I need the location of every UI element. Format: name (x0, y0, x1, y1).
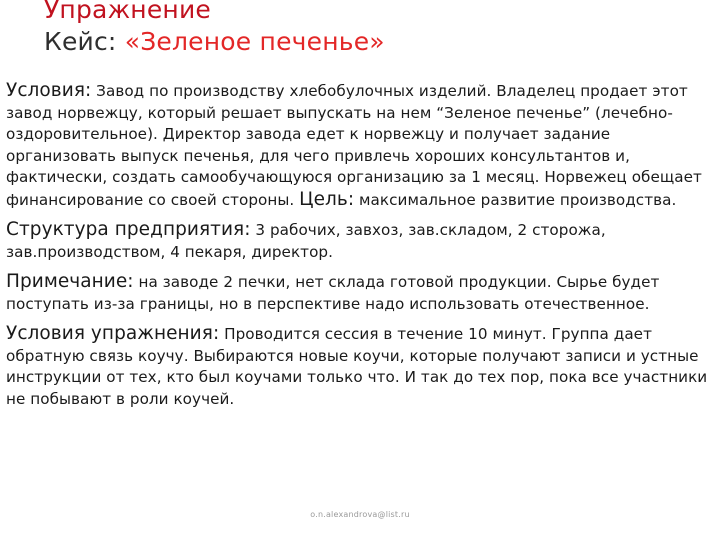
structure-paragraph (6, 219, 712, 263)
conditions-text: Завод по производству хлебобулочных изделий. Владелец продает этот завод норвежцу, который решает выпускать на нем “Зеленое печенье” (лечебно-оздоровительное). Директор завода едет к норвежцу и получает задание организовать выпуск печенья, для чего привлечь хороших консультантов и, фактически, создать самообучающуюся организацию за 1 месяц. Норвежец обещает финансирование со своей стороны. (6, 82, 702, 209)
conditions-heading: Условия: (6, 80, 92, 101)
structure-text: 3 рабочих, завхоз, зав.складом, 2 сторожа, зав.производством, 4 пекаря, директор. (6, 221, 606, 261)
structure-heading: Структура предприятия: (6, 219, 251, 240)
slide-title (44, 0, 385, 58)
slide-content (6, 80, 712, 418)
title-exercise: Упражнение (44, 0, 211, 24)
case-name: «Зеленое печенье» (124, 27, 385, 56)
note-paragraph (6, 271, 712, 315)
goal-heading: Цель: (299, 188, 355, 210)
note-heading: Примечание: (6, 271, 134, 292)
exercise-conditions-paragraph (6, 323, 712, 410)
note-text: на заводе 2 печки, нет склада готовой продукции. Сырье будет поступать из-за границы, но в перспективе надо использовать отечественное. (6, 273, 660, 313)
title-case-line (44, 26, 385, 58)
case-prefix: Кейс: (44, 27, 117, 56)
exercise-conditions-heading: Условия упражнения: (6, 323, 220, 344)
conditions-paragraph (6, 80, 712, 211)
exercise-conditions-text: Проводится сессия в течение 10 минут. Группа дает обратную связь коучу. Выбираются новые коучи, которые получают записи и устные инструкции от тех, кто был коучами только что. И так до тех пор, пока все участники не побывают в роли коучей. (6, 325, 708, 408)
footer-email: o.n.alexandrova@list.ru (310, 510, 410, 519)
goal-text: максимальное развитие производства. (359, 190, 677, 209)
